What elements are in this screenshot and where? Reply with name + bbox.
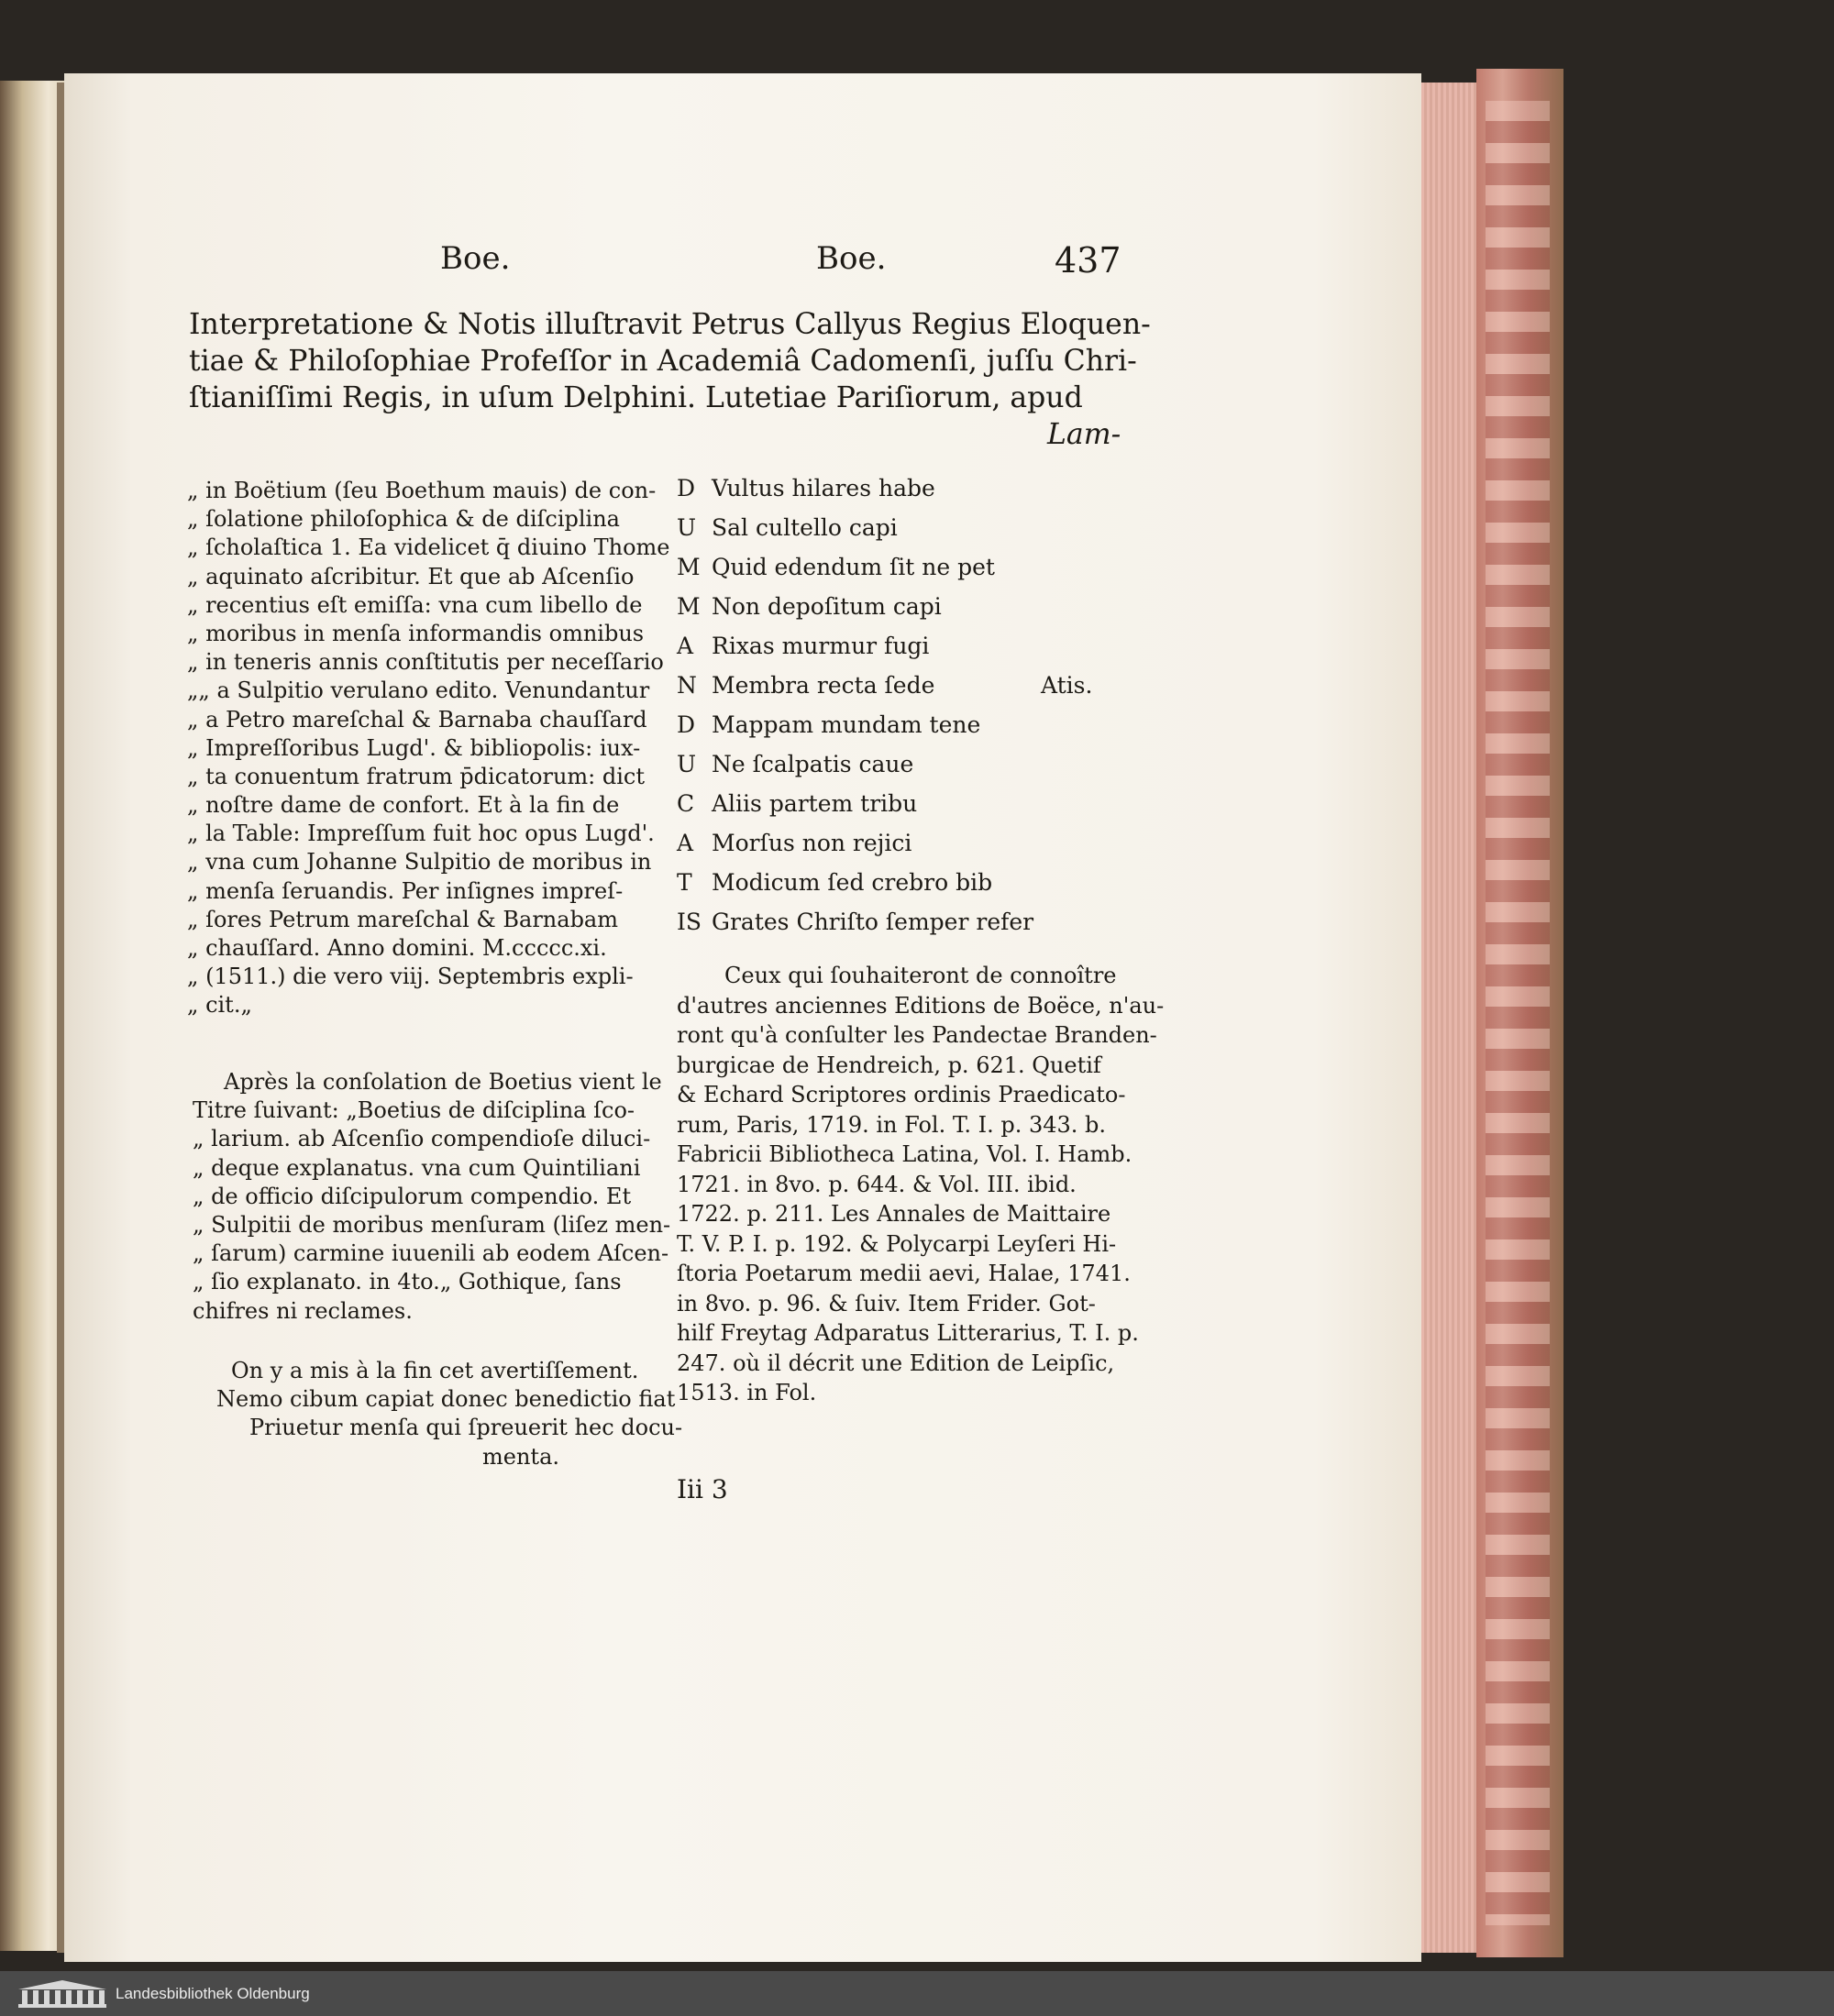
acrostic-letter: M [677,593,701,620]
acrostic-letter: D [677,475,696,501]
acrostic-line [677,711,980,738]
page-fore-edge [1421,83,1476,1953]
acrostic-text: Grates Chriſto ſemper refer [712,909,1034,935]
text-line: Après la conſolation de Boetius vient le [224,1069,662,1095]
book-gutter [57,83,64,1953]
acrostic-line [677,593,942,620]
text-line: d'autres anciennes Editions de Boëce, n'au- [677,992,1165,1019]
text-line: 247. où il décrit une Edition de Leipſic, [677,1350,1115,1376]
acrostic-text: Membra recta ſede [712,672,935,699]
text-line: „ de officio diſcipulorum compendio. Et [193,1183,632,1209]
text-line: Fabricii Bibliotheca Latina, Vol. I. Hamb. [677,1141,1132,1167]
top-line-catchword: Lam- [1047,418,1121,451]
acrostic-line [677,751,913,777]
signature-mark: Iii 3 [677,1474,728,1504]
acrostic-letter: IS [677,909,702,935]
acrostic-letter: A [677,830,694,856]
text-line: „ a Petro mareſchal & Barnaba chauſſard [187,706,647,733]
text-line: „ noſtre dame de confort. Et à la fin de [187,792,620,819]
text-line: Ceux qui ſouhaiteront de connoître [724,963,1117,988]
top-line-3: ſtianiſſimi Regis, in uſum Delphini. Lutetiae Pariſiorum, apud [189,381,1083,414]
acrostic-text: Aliis partem tribu [712,790,918,817]
text-line: „ ſarum) carmine iuuenili ab eodem Aſcen- [193,1240,669,1267]
acrostic-line [677,475,935,501]
text-line: in 8vo. p. 96. & ſuiv. Item Frider. Got- [677,1290,1096,1316]
acrostic-text: Rixas murmur fugi [712,633,930,659]
acrostic-text: Mappam mundam tene [712,711,981,738]
text-line: burgicae de Hendreich, p. 621. Quetif [677,1052,1101,1078]
acrostic-letter: A [677,633,694,659]
text-line: „ ſio explanato. in 4to.„ Gothique, ſans [193,1269,622,1295]
page-number: 437 [1055,240,1121,281]
text-line: On y a mis à la fin cet avertiſſement. [231,1358,639,1383]
acrostic-letter: D [677,711,696,738]
running-header-center: Boe. [816,240,887,277]
top-line-1: Interpretatione & Notis illuſtravit Petrus Callyus Regius Eloquen- [189,308,1151,341]
text-line: Priuetur menſa qui ſpreuerit hec docu- [249,1415,683,1441]
text-line: „ vna cum Johanne Sulpitio de moribus in [187,849,652,876]
acrostic-letter: M [677,554,701,580]
text-line: „ cit.„ [187,992,252,1019]
footer-bar [0,1971,1834,2016]
acrostic-text: Ne ſcalpatis caue [712,751,914,777]
acrostic-letter: U [677,751,697,777]
text-line: „„ a Sulpitio verulano edito. Venundantur [187,678,650,704]
acrostic-line [677,909,1033,935]
acrostic-line [677,869,992,896]
acrostic-text: Quid edendum ſit ne pet [712,554,995,580]
acrostic-suffix: Atis. [1041,672,1093,699]
text-line: rum, Paris, 1719. in Fol. T. I. p. 343. b. [677,1111,1107,1138]
text-line: „ menſa ſeruandis. Per inſignes impreſ- [187,877,624,904]
marbled-cover-pattern [1486,101,1550,1925]
text-line: 1513. in Fol. [677,1380,817,1405]
acrostic-line [677,830,911,856]
text-line: „ in teneris annis conſtitutis per neceſſario [187,649,664,676]
text-line: „ ſcholaſtica 1. Ea videlicet q̄ diuino Thome [187,534,670,561]
acrostic-text: Vultus hilares habe [712,475,935,501]
text-line: „ deque explanatus. vna cum Quintiliani [193,1154,641,1181]
right-column-paragraph [677,961,1164,1408]
acrostic-letter: T [677,869,692,896]
text-line: „ Sulpitii de moribus menſuram (liſez men- [193,1211,671,1238]
left-column-paragraph-3 [198,1357,682,1471]
text-line: & Echard Scriptores ordinis Praedicato- [677,1082,1126,1107]
acrostic-line [677,790,917,817]
top-line-2: tiae & Philoſophiae Profeſſor in Academiâ Cadomenſi, juſſu Chri- [189,345,1137,378]
text-line: Titre ſuivant: „Boetius de diſciplina ſco- [193,1097,635,1124]
acrostic-text: Sal cultello capi [712,514,898,541]
text-line: 1722. p. 211. Les Annales de Maittaire [677,1201,1111,1227]
acrostic-letter: N [677,672,697,699]
text-line: „ in Boëtium (ſeu Boethum mauis) de con- [187,478,657,503]
text-line: 1721. in 8vo. p. 644. & Vol. III. ibid. [677,1171,1077,1197]
text-line: T. V. P. I. p. 192. & Polycarpi Leyſeri Hi- [677,1230,1117,1257]
library-building-icon [17,1978,108,2010]
text-line: „ recentius eſt emiſſa: vna cum libello de [187,591,643,618]
acrostic-letter: U [677,514,697,541]
left-column-paragraph-2 [193,1068,670,1326]
left-column-quote [187,477,670,1020]
text-line: „ aquinato aſcribitur. Et que ab Aſcenſio [187,563,635,589]
acrostic-text: Morſus non rejici [712,830,912,856]
text-line: „ la Table: Impreſſum fuit hoc opus Lugd'. [187,821,655,847]
acrostic-line [677,672,934,699]
acrostic-text: Non depoſitum capi [712,593,942,620]
acrostic-line [677,633,929,659]
text-line: „ ſores Petrum mareſchal & Barnabam [187,906,618,932]
acrostic-line [677,554,995,580]
text-line: „ chauſſard. Anno domini. M.ccccc.xi. [187,935,607,961]
library-name: Landesbibliothek Oldenburg [116,1984,310,2002]
running-header-left: Boe. [440,240,511,277]
text-line: hilf Freytag Adparatus Litterarius, T. I. p. [677,1320,1139,1346]
text-line: ront qu'à conſulter les Pandectae Branden- [677,1022,1157,1048]
acrostic-text: Modicum ſed crebro bib [712,869,993,896]
text-line: „ larium. ab Aſcenſio compendioſe diluci- [193,1126,651,1152]
text-line: „ Impreſſoribus Lugd'. & bibliopolis: iux- [187,734,641,761]
left-page-edge [0,81,64,1951]
text-line: „ moribus in menſa informandis omnibus [187,620,645,646]
text-line: „ (1511.) die vero viij. Septembris expli- [187,964,634,990]
text-line: ſtoria Poetarum medii aevi, Halae, 1741. [677,1261,1131,1286]
acrostic-line [677,514,898,541]
text-line: menta. [482,1443,559,1470]
text-line: chifres ni reclames. [193,1297,413,1324]
acrostic-letter: C [677,790,695,817]
text-line: „ ſolatione philoſophica & de diſciplina [187,506,620,533]
text-line: Nemo cibum capiat donec benedictio fiat [216,1386,676,1413]
text-line: „ ta conuentum fratrum p̄dicatorum: dict [187,763,645,789]
